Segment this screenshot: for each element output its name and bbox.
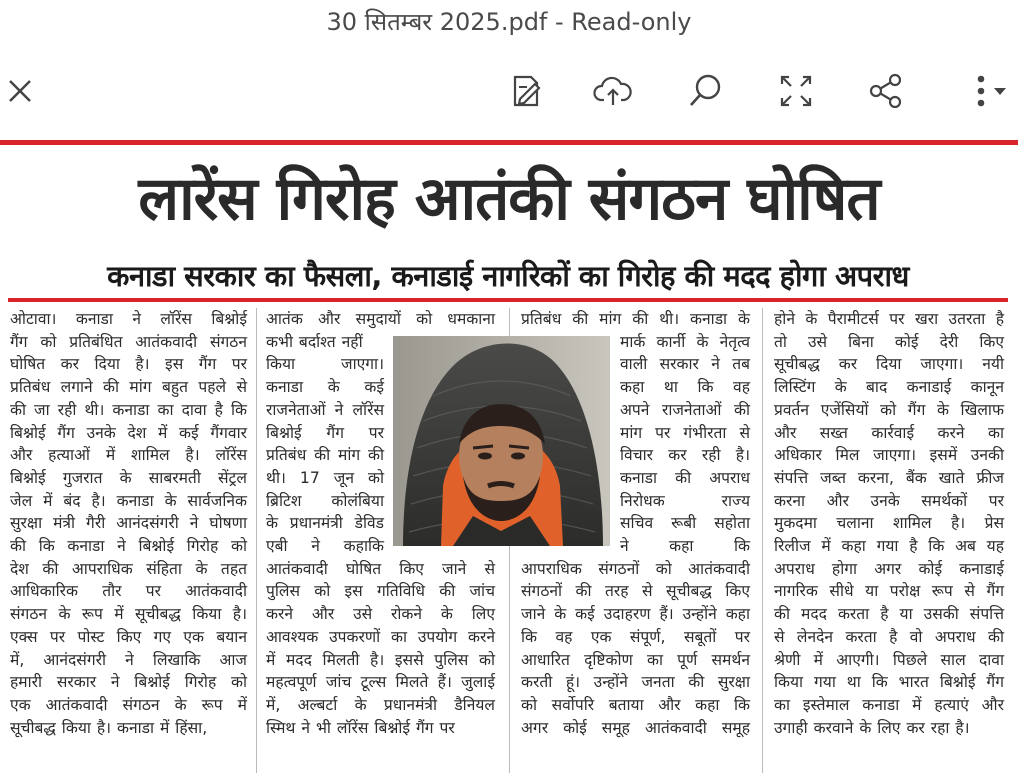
article-column-2-lower: [266, 558, 495, 740]
text-line: होने के पैरामीटर्स पर खरा उतरता है: [774, 310, 1004, 328]
search-button[interactable]: [682, 68, 728, 114]
text-line: आवश्यक उपकरणों का उपयोग करने: [266, 627, 495, 646]
text-line: जाने के कई उदाहरण हैं। उन्होंने कहा: [521, 605, 750, 624]
text-line: से लेनदेन करता है वो अपराध की: [774, 627, 1004, 646]
text-line: एबी ने कहाकि: [266, 537, 384, 556]
subheadline-block: [8, 256, 1008, 302]
text-line: सुरक्षा मंत्री गैरी आनंदसंगरी ने घोषणा: [10, 514, 247, 533]
text-line: अपने राजनेताओं की: [620, 400, 750, 419]
article-subheadline: कनाडा सरकार का फैसला, कनाडाई नागरिकों का गिरोह की मदद होगा अपराध: [107, 259, 909, 293]
text-line: बिश्नोई गैंग पर: [266, 423, 384, 442]
text-line: ब्रिटिश कोलंबिया: [266, 491, 384, 510]
text-line: राजनेताओं ने लॉरेंस: [266, 400, 384, 419]
share-button[interactable]: [863, 68, 909, 114]
text-line: में मदद मिलती है। इससे पुलिस को: [266, 650, 495, 669]
close-icon: [3, 71, 43, 111]
top-red-rule: [0, 140, 1018, 145]
text-line: मांग पर गंभीरता से: [620, 423, 750, 442]
text-line: महत्वपूर्ण जांच टूल्स मिलते हैं। जुलाई: [266, 673, 495, 692]
text-line: आतंकवादी घोषित किए जाने से: [266, 559, 495, 578]
more-options-icon: [964, 71, 1014, 111]
text-line: बिश्नोई गैंग उनके देश में कई गैंगवार: [10, 423, 247, 442]
more-options-button[interactable]: [960, 68, 1018, 114]
text-line: मार्क कार्नी के नेतृत्व: [620, 332, 750, 351]
upload-button[interactable]: [590, 68, 636, 114]
text-line: कहा था कि वह: [620, 378, 750, 397]
text-line: बिश्नोई गुजरात के साबरमती सेंट्रल: [10, 468, 247, 487]
text-line: कनाडा के कई: [266, 378, 384, 397]
text-line: अधिकार मिल जाएगा। इसमें उनकी: [774, 446, 1004, 465]
text-line: हमारी सरकार ने बिश्नोई गिरोह को: [10, 673, 247, 692]
text-line: की मदद करता है या उसकी संपत्ति: [774, 605, 1004, 624]
text-line: अगर कोई समूह आतंकवादी समूह: [521, 718, 750, 737]
document-title: 30 सितम्बर 2025.pdf - Read-only: [326, 8, 692, 36]
article-photo: [393, 336, 610, 546]
text-line: में, अल्बर्टा के प्रधानमंत्री डैनियल: [266, 695, 495, 714]
text-line: की जा रही थी। कनाडा का दावा है कि: [10, 400, 247, 419]
text-line: जेल में बंद है। कनाडा के सार्वजनिक: [10, 491, 247, 510]
article-column-1: [10, 308, 247, 739]
text-line: वाली सरकार ने तब: [620, 355, 750, 374]
text-line: का इस्तेमाल कनाडा में हत्याएं और: [774, 695, 1004, 714]
text-line: विचार कर रही है।: [620, 446, 750, 465]
search-icon: [685, 71, 725, 111]
fullscreen-button[interactable]: [773, 68, 819, 114]
close-button[interactable]: [0, 68, 46, 114]
pdf-page: [0, 140, 1018, 777]
text-line: एक्स पर पोस्ट किए गए एक बयान: [10, 627, 247, 646]
text-line: संपत्ति जब्त करना, बैंक खाते फ्रीज: [774, 468, 1004, 487]
text-line: के प्रधानमंत्री डेविड: [266, 514, 384, 533]
text-line: गैंग को प्रतिबंधित आतंकवादी संगठन: [10, 332, 247, 351]
text-line: तो उसे बिना कोई देरी किए: [774, 332, 1004, 351]
text-line: सूचीबद्ध कर दिया जाएगा। नयी: [774, 355, 1004, 374]
text-line: निरोधक राज्य: [620, 491, 750, 510]
text-line: देश की आपराधिक संहिता के तहत: [10, 559, 247, 578]
text-line: पुलिस को इस गतिविधि की जांच: [266, 582, 495, 601]
text-line: प्रतिबंध की मांग की: [266, 446, 384, 465]
text-line: में, आनंदसंगरी ने लिखाकि आज: [10, 650, 247, 669]
article-column-3-lower: [521, 558, 750, 740]
article-column-2-first-line: [266, 308, 495, 331]
text-line: आधारित दृष्टिकोण का पूर्ण समर्थन: [521, 650, 750, 669]
text-line: किया जाएगा।: [266, 355, 384, 374]
text-line: स्मिथ ने भी लॉरेंस बिश्नोई गैंग पर: [266, 718, 455, 737]
text-line: थी। 17 जून को: [266, 468, 384, 487]
text-line: को सर्वोपरि बताया और कहा कि: [521, 695, 750, 714]
text-line: कभी बर्दाश्त नहीं: [266, 332, 363, 351]
cloud-upload-icon: [593, 71, 633, 111]
text-line: कनाडा की अपराध: [620, 468, 750, 487]
text-line: आपराधिक संगठनों को आतंकवादी: [521, 559, 750, 578]
text-line: सचिव रूबी सहोता: [620, 514, 750, 533]
text-line: आतंक और समुदायों को धमकाना: [266, 310, 495, 328]
text-line: संगठन के रूप में सूचीबद्ध किया है।: [10, 605, 247, 624]
text-line: कि वह एक संपूर्ण, सबूतों पर: [521, 627, 750, 646]
text-line: उगाही करवाने के लिए कर रहा है।: [774, 718, 970, 737]
article-column-4: [774, 308, 1004, 739]
text-line: करने और उसे रोकने के लिए: [266, 605, 495, 624]
text-line: ओटावा। कनाडा ने लॉरेंस बिश्नोई: [10, 310, 247, 328]
text-line: की कि कनाडा ने बिश्नोई गिरोह को: [10, 537, 247, 556]
text-line: संगठनों की तरह से सूचीबद्ध किए: [521, 582, 750, 601]
text-line: प्रतिबंध की मांग की थी। कनाडा के: [521, 310, 750, 328]
text-line: प्रतिबंध लगाने की मांग बहुत पहले से: [10, 378, 247, 397]
article-column-2-beside-photo: [266, 331, 384, 558]
viewer-toolbar: [0, 54, 1018, 134]
text-line: अपराध होगा अगर कोई कनाडाई: [774, 559, 1004, 578]
text-line: और सख्त कार्रवाई करने का: [774, 423, 1004, 442]
article-headline: लारेंस गिरोह आतंकी संगठन घोषित: [138, 164, 880, 234]
column-divider: [762, 308, 763, 773]
text-line: करना और उनके समर्थकों पर: [774, 491, 1004, 510]
text-line: रिलीज में कहा गया है कि अब यह: [774, 537, 1004, 556]
text-line: किया गया था कि भारत बिश्नोई गैंग: [774, 673, 1004, 692]
share-icon: [866, 71, 906, 111]
text-line: घोषित कर दिया है। इस गैंग पर: [10, 355, 247, 374]
annotate-button[interactable]: [502, 68, 548, 114]
text-line: करती हूं। उन्होंने जनता की सुरक्षा: [521, 673, 750, 692]
text-line: और हत्याओं में शामिल है। लॉरेंस: [10, 446, 247, 465]
text-line: सूचीबद्ध किया है। कनाडा में हिंसा,: [10, 718, 208, 737]
column-divider: [256, 308, 257, 773]
text-line: श्रेणी में आएगी। पिछले साल दावा: [774, 650, 1004, 669]
text-line: आधिकारिक तौर पर आतंकवादी: [10, 582, 247, 601]
text-line: लिस्टिंग के बाद कनाडाई कानून: [774, 378, 1004, 397]
text-line: एक आतंकवादी संगठन के रूप में: [10, 695, 247, 714]
article-column-3-beside-photo: [620, 331, 750, 558]
text-line: प्रवर्तन एजेंसियों को गैंग के खिलाफ: [774, 400, 1004, 419]
annotate-icon: [505, 71, 545, 111]
text-line: मुकदमा चलाना शामिल है। प्रेस: [774, 514, 1004, 533]
article-column-3-first-line: [521, 308, 750, 331]
fullscreen-icon: [776, 71, 816, 111]
text-line: ने कहा कि: [620, 537, 750, 556]
text-line: नागरिक सीधे या परोक्ष रूप से गैंग: [774, 582, 1004, 601]
